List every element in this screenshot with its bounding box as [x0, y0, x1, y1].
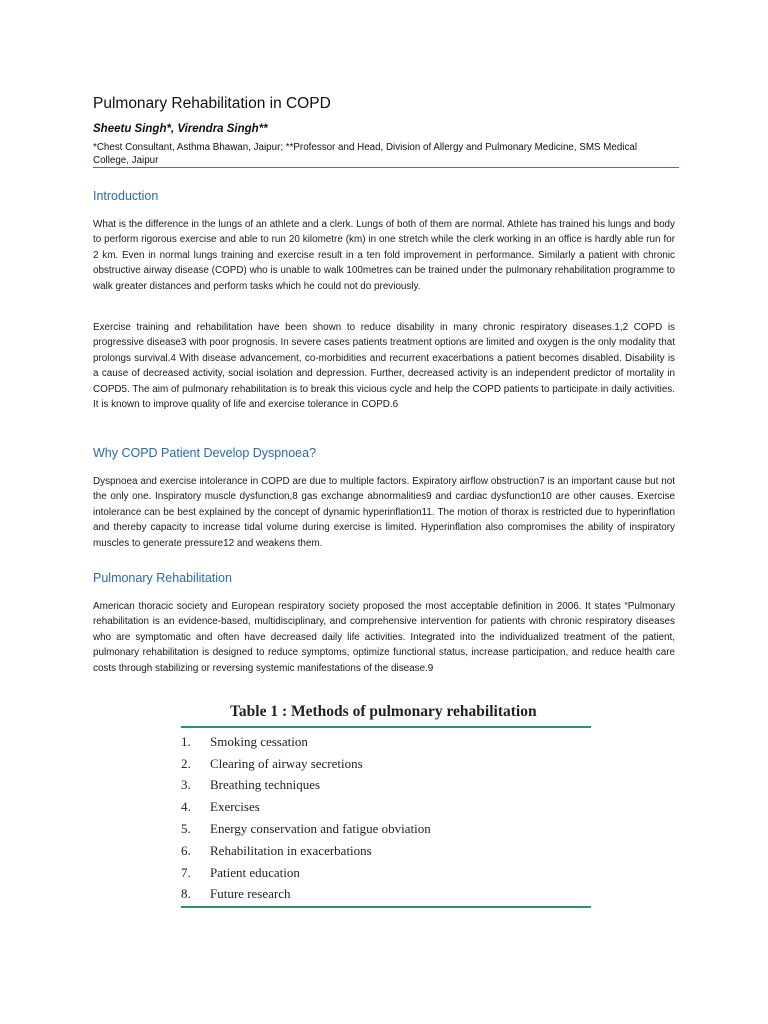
table-row-number: 7.	[181, 864, 191, 880]
table-row	[181, 840, 431, 862]
table-row-label: Smoking cessation	[210, 733, 308, 749]
intro-paragraph-1: What is the difference in the lungs of an athlete and a clerk. Lungs of both of them are normal. Athlete has trained his lungs and body to perform rigorous exercise and able to run 20 kilometre (km) in one stretch while the clerk working in an office is hardly able run for 2 km. Even in normal lungs training and exercise result in a ten fold improvement in performance. Similarly a patient with chronic obstructive airway disease (COPD) who is unable to walk 100metres can be trained under the pulmonary rehabilitation programme to walk greater distances and perform tasks which he could not do previously.	[93, 219, 675, 292]
table-item-list	[181, 731, 431, 905]
rehabilitation-paragraph: American thoracic society and European respiratory society proposed the most acceptable definition in 2006. It states “Pulmonary rehabilitation is an evidence-based, multidisciplinary, and comprehensive intervention for patients with chronic respiratory diseases who are symptomatic and often have decreased daily life activities. Integrated into the individualized treatment of the patient, pulmonary rehabilitation is designed to reduce symptoms, optimize functional status, increase participation, and reduce health care costs through stabilizing or reversing systemic manifestations of the disease.9	[93, 601, 675, 674]
section-heading-rehabilitation: Pulmonary Rehabilitation	[93, 571, 232, 585]
title-divider	[93, 167, 679, 168]
table-row-label: Rehabilitation in exacerbations	[210, 842, 372, 858]
table-row-number: 5.	[181, 821, 191, 837]
author-list: Sheetu Singh*, Virendra Singh**	[93, 123, 268, 135]
table-row-label: Breathing techniques	[210, 777, 321, 793]
table-row-number: 6.	[181, 842, 191, 858]
table-row	[181, 862, 431, 884]
table-row-number: 1.	[181, 733, 191, 749]
table-row	[181, 818, 431, 840]
table-row	[181, 775, 431, 797]
table-row	[181, 884, 431, 906]
section-heading-dyspnoea: Why COPD Patient Develop Dyspnoea?	[93, 446, 317, 460]
table-row-label: Patient education	[210, 864, 300, 880]
table-row	[181, 731, 431, 753]
table-row	[181, 796, 431, 818]
dyspnoea-paragraph: Dyspnoea and exercise intolerance in COPD are due to multiple factors. Expiratory airflow obstruction7 is an important cause but not the only one. Inspiratory muscle dysfunction,8 gas exchange abnormalities9 and cardiac dysfunction10 are other causes. Exercise intolerance can be best explained by the concept of dynamic hyperinflation11. The motion of thorax is restricted due to hyperinflation and thereby capacity to increase tidal volume during exercise is limited. Hyperinflation also compromises the ability of inspiratory muscles to generate pressure12 and weakens them.	[93, 476, 675, 549]
table-row-label: Exercises	[210, 799, 260, 815]
table-row	[181, 753, 431, 775]
table-title: Table 1 : Methods of pulmonary rehabilitation	[230, 703, 537, 720]
table-row-label: Clearing of airway secretions	[210, 755, 363, 771]
table-row-number: 2.	[181, 755, 191, 771]
paper-title: Pulmonary Rehabilitation in COPD	[93, 95, 331, 112]
section-heading-introduction: Introduction	[93, 189, 159, 203]
table-row-number: 4.	[181, 799, 191, 815]
table-row-label: Energy conservation and fatigue obviation	[210, 821, 431, 837]
table-top-rule	[181, 726, 591, 728]
author-affiliation: *Chest Consultant, Asthma Bhawan, Jaipur; **Professor and Head, Division of Allergy and Pulmonary Medicine, SMS Medical College, Jaipur	[93, 142, 637, 166]
table-row-label: Future research	[210, 886, 291, 902]
table-row-number: 8.	[181, 886, 191, 902]
table-row-number: 3.	[181, 777, 191, 793]
table-bottom-rule	[181, 906, 591, 908]
intro-paragraph-2: Exercise training and rehabilitation have been shown to reduce disability in many chronic respiratory diseases.1,2 COPD is progressive disease3 with poor prognosis. In severe cases patients treatment options are limited and oxygen is the only modality that prolongs survival.4 With disease advancement, co-morbidities and recurrent exacerbations a patient becomes disabled. Disability is a cause of decreased activity, social isolation and depression. Further, decreased activity is an independent predictor of mortality in COPD5. The aim of pulmonary rehabilitation is to break this vicious cycle and help the COPD patients to participate in daily activities. It is known to improve quality of life and exercise tolerance in COPD.6	[93, 322, 675, 411]
